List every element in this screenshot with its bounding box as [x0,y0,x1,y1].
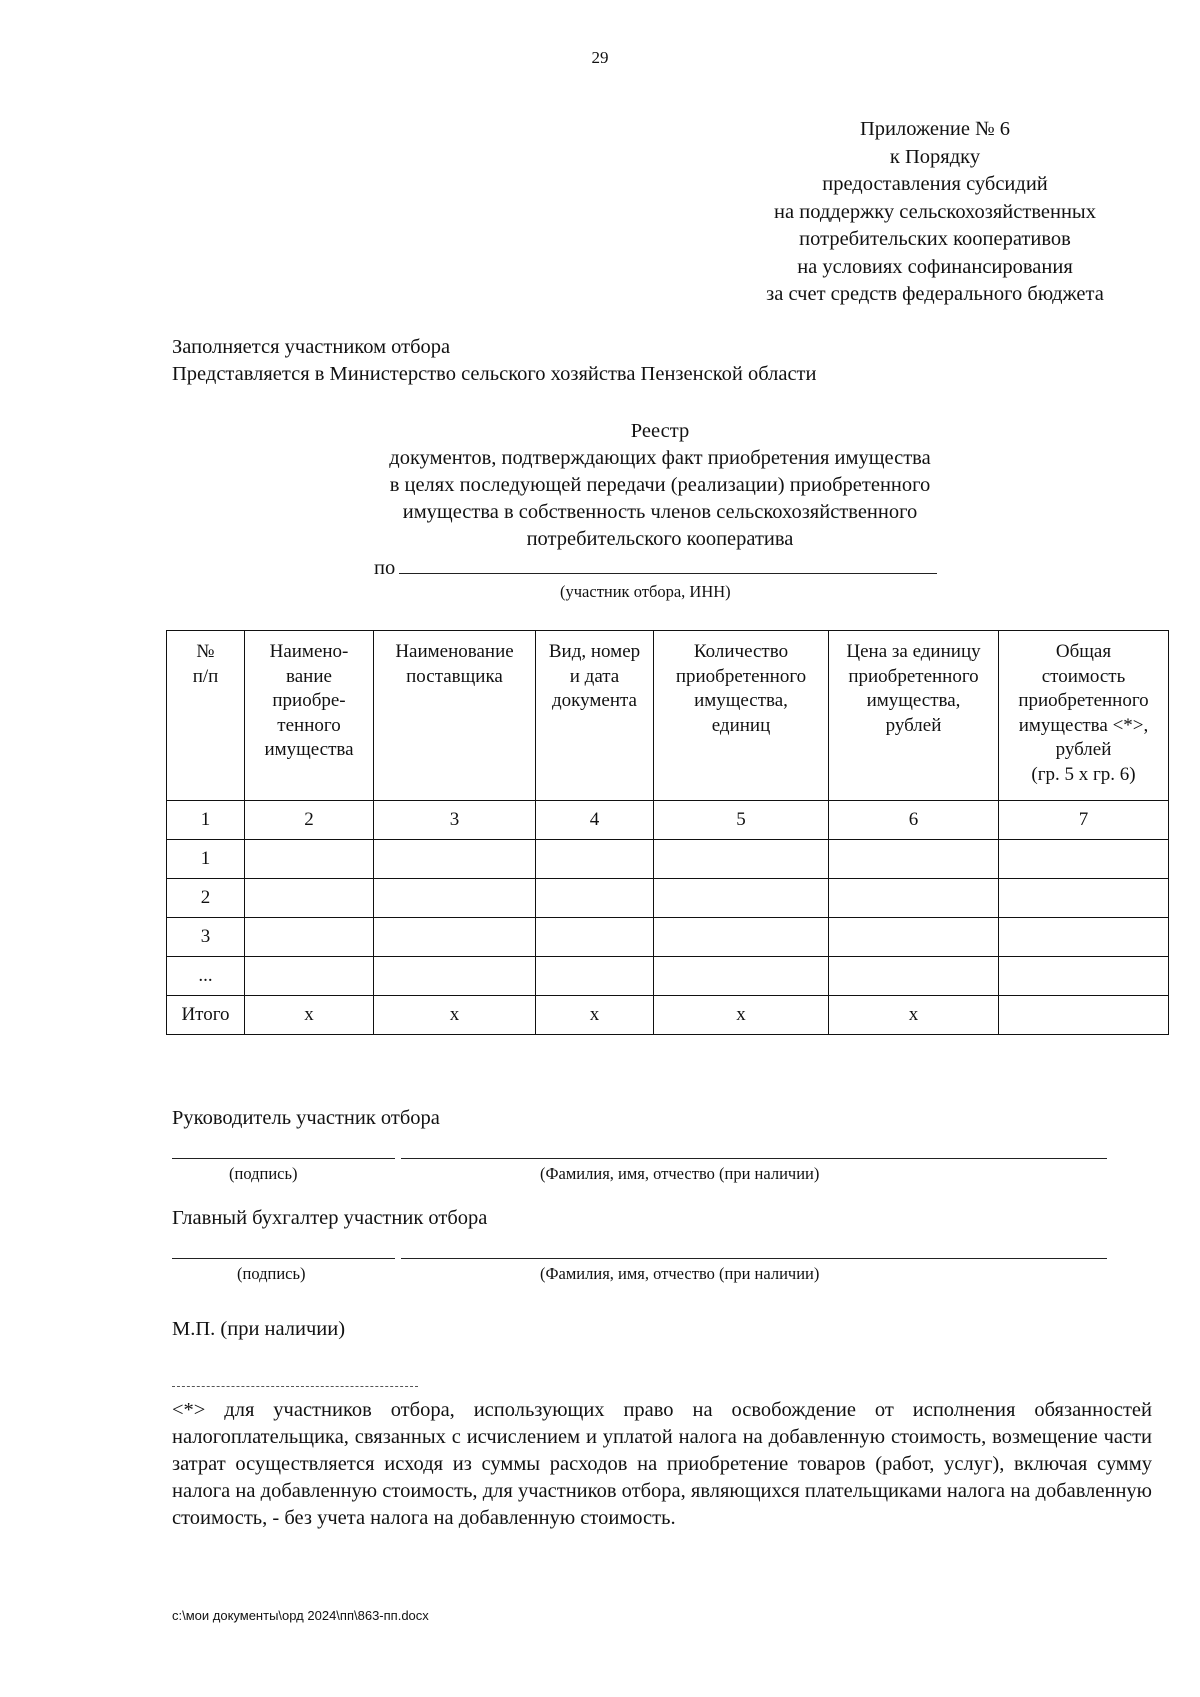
total-row [167,996,1169,1035]
data-cell[interactable] [374,918,536,957]
head-name-line[interactable] [401,1158,1107,1159]
submitted-to-text: Представляется в Министерство сельского хозяйства Пензенской области [172,363,817,385]
header-cell: Количество приобретенного имущества, единиц [654,631,829,801]
appendix-header [700,116,1170,309]
table-header-row [167,631,1169,801]
data-cell[interactable] [536,918,654,957]
data-cell[interactable] [654,918,829,957]
appendix-line: на условиях софинансирования [797,255,1073,278]
total-cell: x [654,996,829,1035]
appendix-line: на поддержку сельскохозяйственных [774,200,1096,223]
data-cell[interactable] [245,918,374,957]
data-cell[interactable] [245,879,374,918]
participant-blank[interactable] [399,553,937,574]
header-cell: Наименование поставщика [374,631,536,801]
total-cell: x [245,996,374,1035]
data-cell[interactable] [245,840,374,879]
header-cell: Цена за единицу приобретенного имущества, рублей [829,631,999,801]
data-cell[interactable] [536,840,654,879]
total-cell: x [536,996,654,1035]
register-title-line: потребительского кооператива [526,528,794,550]
column-number-cell: 3 [374,801,536,840]
data-cell[interactable] [829,918,999,957]
footnote-separator [172,1386,418,1387]
column-number-cell: 1 [167,801,245,840]
signature-caption: (подпись) [237,1264,306,1283]
total-cell: x [374,996,536,1035]
data-cell[interactable] [374,957,536,996]
participant-caption: (участник отбора, ИНН) [560,582,731,601]
data-cell[interactable] [829,957,999,996]
data-cell[interactable] [654,879,829,918]
page-number: 29 [591,48,609,67]
row-number-cell: 3 [167,918,245,957]
data-cell[interactable] [536,957,654,996]
data-cell[interactable] [654,840,829,879]
register-table [166,630,1169,1035]
total-label-cell: Итого [167,996,245,1035]
column-number-cell: 5 [654,801,829,840]
appendix-line: Приложение № 6 [859,118,1011,140]
signature-caption: (подпись) [229,1164,298,1183]
row-number-cell: ... [167,957,245,996]
data-cell[interactable] [654,957,829,996]
column-number-cell: 2 [245,801,374,840]
row-number-cell: 2 [167,879,245,918]
column-number-cell: 7 [999,801,1169,840]
register-title [320,418,1000,553]
data-cell[interactable] [999,840,1169,879]
data-cell[interactable] [374,840,536,879]
accountant-signature-label: Главный бухгалтер участник отбора [172,1207,488,1229]
data-cell[interactable] [829,879,999,918]
name-caption: (Фамилия, имя, отчество (при наличии) [540,1164,820,1183]
appendix-line: к Порядку [889,145,981,168]
column-number-row [167,801,1169,840]
row-number-cell: 1 [167,840,245,879]
file-path: c:\мои документы\орд 2024\пп\863-пп.docx [172,1608,429,1623]
appendix-line: предоставления субсидий [822,173,1048,195]
column-number-cell: 6 [829,801,999,840]
register-title-line: имущества в собственность членов сельскохозяйственного [402,501,918,523]
appendix-line: потребительских кооперативов [799,228,1071,250]
data-cell[interactable] [999,879,1169,918]
table-row [167,918,1169,957]
table-row [167,840,1169,879]
total-cell[interactable] [999,996,1169,1035]
register-title-line: документов, подтверждающих факт приобретения имущества [389,447,931,469]
header-cell: № п/п [167,631,245,801]
data-cell[interactable] [536,879,654,918]
data-cell[interactable] [999,957,1169,996]
participant-line [374,553,937,580]
data-cell[interactable] [829,840,999,879]
table-row [167,879,1169,918]
table-row [167,957,1169,996]
data-cell[interactable] [245,957,374,996]
data-cell[interactable] [999,918,1169,957]
head-signature-line[interactable] [172,1158,395,1159]
intro-block [172,334,816,388]
head-signature-label: Руководитель участник отбора [172,1107,440,1129]
accountant-name-line[interactable] [401,1258,1107,1259]
accountant-signature-line[interactable] [172,1258,395,1259]
name-caption: (Фамилия, имя, отчество (при наличии) [540,1264,820,1283]
header-cell: Общая стоимость приобретенного имущества <*>, рублей (гр. 5 x гр. 6) [999,631,1169,801]
po-label: по [374,557,396,579]
column-number-cell: 4 [536,801,654,840]
filled-by-text: Заполняется участником отбора [172,336,451,358]
header-cell: Наимено- вание приобре- тенного имущества [245,631,374,801]
data-cell[interactable] [374,879,536,918]
footnote: <*> для участников отбора, использующих право на освобождение от исполнения обязанностей налогоплательщика, связанных с исчислением и уплатой налога на добавленную стоимость, возмещение части затрат осуществляется исходя из суммы расходов на приобретение товаров (работ, услуг), включая сумму налога на добавленную стоимость, для участников отбора, являющихся плательщиками налога на добавленную стоимость, - без учета налога на добавленную стоимость. [172,1399,1152,1529]
appendix-line: за счет средств федерального бюджета [766,283,1104,305]
register-title-line: Реестр [630,420,690,442]
register-title-line: в целях последующей передачи (реализации) приобретенного [389,474,931,496]
seal-note: М.П. (при наличии) [172,1318,346,1340]
total-cell: x [829,996,999,1035]
header-cell: Вид, номер и дата документа [536,631,654,801]
